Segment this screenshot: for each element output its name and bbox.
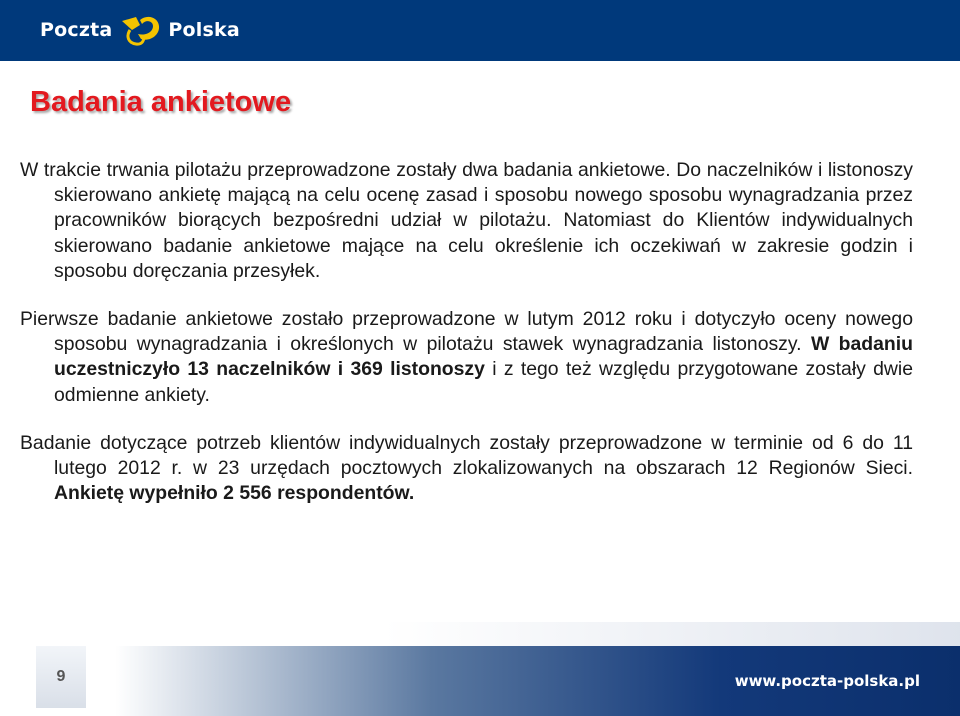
paragraph-text: Pierwsze badanie ankietowe zostało przeprowadzone w lutym 2012 roku i dotyczyło oceny nowego sposobu wynagradzania i określonych w pilotażu stawek wynagradzania listonoszy. <box>20 308 913 356</box>
slide-body <box>20 158 913 529</box>
body-paragraph <box>20 307 913 408</box>
slide-title: Badania ankietowe <box>30 86 292 118</box>
logo-text-left: Poczta <box>40 19 113 41</box>
paragraph-text: i z tego też względu przygotowane zostały dwie odmienne ankiety. <box>54 358 914 406</box>
post-horn-icon <box>116 12 162 48</box>
paragraph-text: Badanie dotyczące potrzeb klientów indywidualnych zostały przeprowadzone w terminie od 6 do 11 lutego 2012 r. w 23 urzędach pocztowych zlokalizowanych na obszarach 12 Regionów Sieci. <box>20 431 913 480</box>
poczta-polska-logo <box>40 12 240 48</box>
page-number: 9 <box>56 668 66 685</box>
emphasis-text: W badaniu uczestniczyło 13 naczelników i 369 listonoszy <box>54 333 913 381</box>
body-paragraph <box>20 158 913 284</box>
paragraph-text: W trakcie trwania pilotażu przeprowadzone zostały dwa badania ankietowe. Do naczelników i listonoszy skierowano ankietę mającą na celu ocenę zasad i sposobu nowego sposobu wynagradzania przez pracowników biorących bezpośredni udział w pilotażu. Natomiast do Klientów indywidualnych skierowano badanie ankietowe mające na celu określenie ich oczekiwań w zakresie godzin i sposobu doręczania przesyłek. <box>20 159 913 282</box>
footer-url: www.poczta-polska.pl <box>734 672 920 690</box>
logo-text-right: Polska <box>168 19 240 41</box>
header-bar <box>0 0 960 61</box>
footer-shade <box>0 622 960 646</box>
emphasis-text: Ankietę wypełniło 2 556 respondentów. <box>54 482 415 505</box>
body-paragraph <box>20 431 913 507</box>
page-number-box <box>36 646 86 708</box>
